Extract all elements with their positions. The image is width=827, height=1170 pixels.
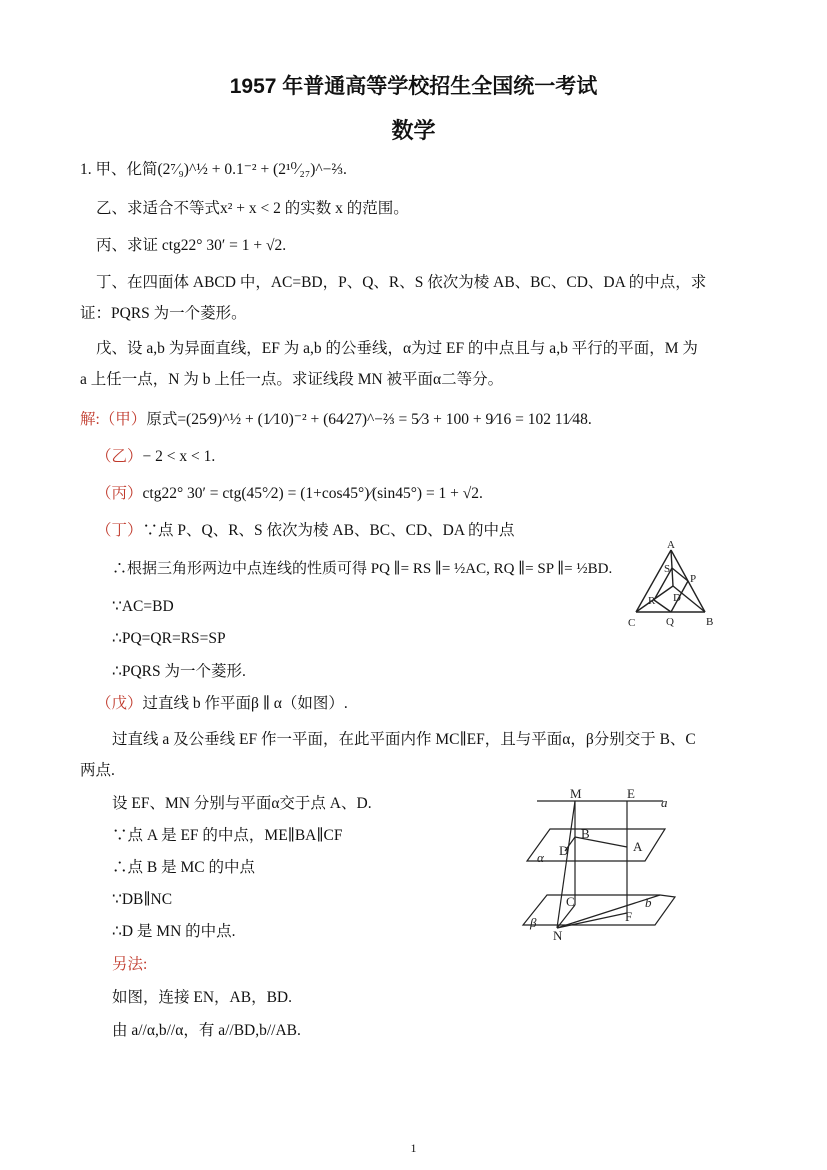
tetra-label-c: C (628, 617, 636, 629)
question-wu-line2: a 上任一点，N 为 b 上任一点。求证线段 MN 被平面α二等分。 (80, 371, 504, 388)
tetra-label-r: R (648, 595, 656, 607)
solution-wu-line8: ∴D 是 MN 的中点. (112, 923, 236, 940)
solution-wu-line7: ∵DB∥NC (112, 891, 173, 908)
solution-wu-line2: 过直线 a 及公垂线 EF 作一平面，在此平面内作 MC∥EF，且与平面α，β分别交于 B、C (112, 731, 696, 748)
solution-jia (80, 410, 592, 430)
plane-beta (523, 895, 675, 925)
solution-wu-label: （戊） (96, 695, 143, 712)
solution-ding-label: （丁） (96, 522, 143, 539)
solution-ding-line1 (96, 521, 515, 541)
solution-jia-label: 解:（甲） (80, 411, 147, 428)
planes-label-a: a (661, 795, 668, 810)
plane-alpha (527, 829, 665, 861)
solution-wu-line1 (96, 694, 348, 714)
tetra-label-d: D (673, 592, 681, 604)
solution-yi-text: − 2 < x < 1. (142, 448, 216, 465)
segment-qr (654, 600, 671, 612)
segment-sp (672, 568, 688, 581)
solution-ding-line5: ∴PQRS 为一个菱形. (112, 663, 246, 680)
alt-method-line2: 由 a//α,b//α，有 a//BD,b//AB. (112, 1022, 301, 1039)
planes-label-c: C (566, 894, 575, 909)
tetrahedron-figure (620, 538, 725, 630)
solution-ding-line4: ∴PQ=QR=RS=SP (112, 630, 226, 647)
planes-label-n: N (553, 928, 563, 943)
question-wu-line1: 戊、设 a,b 为异面直线，EF 为 a,b 的公垂线，α为过 EF 的中点且与 a,b 平行的平面，M 为 (96, 340, 698, 357)
planes-label-f: F (625, 909, 633, 924)
solution-bing-text: ctg22° 30′ = ctg(45°⁄2) = (1+cos45°)⁄(sin45°) = 1 + √2. (142, 485, 483, 502)
solution-yi-label: （乙） (96, 448, 143, 465)
planes-figure (515, 785, 695, 945)
question-jia: 1. 甲、化简(2⁷⁄₉)^½ + 0.1⁻² + (2¹⁰⁄₂₇)^−⅔. (80, 161, 347, 178)
page-title: 1957 年普通高等学校招生全国统一考试 (229, 75, 598, 98)
solution-yi (96, 447, 215, 467)
planes-label-m: M (570, 786, 582, 801)
planes-label-alpha: α (537, 850, 544, 865)
alt-method-label: 另法: (112, 956, 148, 973)
solution-bing-label: （丙） (96, 485, 143, 502)
solution-wu-text: 过直线 b 作平面β ∥ α（如图）. (142, 695, 348, 712)
tetra-label-p: P (690, 573, 697, 585)
solution-wu-line6: ∴点 B 是 MC 的中点 (112, 859, 255, 876)
question-bing: 丙、求证 ctg22° 30′ = 1 + √2. (96, 237, 287, 254)
question-ding-line1: 丁、在四面体 ABCD 中，AC=BD，P、Q、R、S 依次为棱 AB、BC、CD、DA 的中点，求 (96, 274, 707, 291)
question-yi: 乙、求适合不等式x² + x < 2 的实数 x 的范围。 (96, 200, 409, 217)
planes-label-beta: β (530, 915, 537, 930)
solution-wu-line5: ∵点 A 是 EF 的中点，ME∥BA∥CF (112, 827, 343, 844)
tetra-label-a: A (667, 539, 675, 551)
tetra-label-q: Q (666, 616, 674, 628)
planes-label-b: B (581, 826, 590, 841)
page-number: 1 (410, 1141, 417, 1155)
solution-ding-text: ∵点 P、Q、R、S 依次为棱 AB、BC、CD、DA 的中点 (142, 522, 515, 539)
solution-ding-line2: ∴根据三角形两边中点连线的性质可得 PQ ∥= RS ∥= ½AC, RQ ∥= SP ∥= ½BD. (112, 561, 613, 577)
planes-lines (523, 801, 675, 928)
alt-method-line1: 如图，连接 EN，AB，BD. (112, 989, 292, 1006)
planes-label-b-line: b (645, 895, 652, 910)
solution-bing (96, 484, 483, 504)
tetra-label-b: B (706, 616, 714, 628)
solution-jia-text: 原式=(25⁄9)^½ + (1⁄10)⁻² + (64⁄27)^−⅔ = 5⁄3 + 100 + 9⁄16 = 102 11⁄48. (146, 411, 592, 428)
planes-label-a-point: A (633, 839, 643, 854)
solution-wu-line4: 设 EF、MN 分别与平面α交于点 A、D. (112, 795, 372, 812)
page-subtitle: 数学 (391, 118, 436, 143)
planes-label-d: D (559, 843, 569, 858)
question-ding-line2: 证：PQRS 为一个菱形。 (80, 305, 247, 322)
planes-label-e: E (627, 786, 635, 801)
solution-wu-line3: 两点. (80, 762, 115, 779)
solution-ding-line3: ∵AC=BD (112, 598, 174, 615)
tetra-label-s: S (664, 563, 671, 575)
